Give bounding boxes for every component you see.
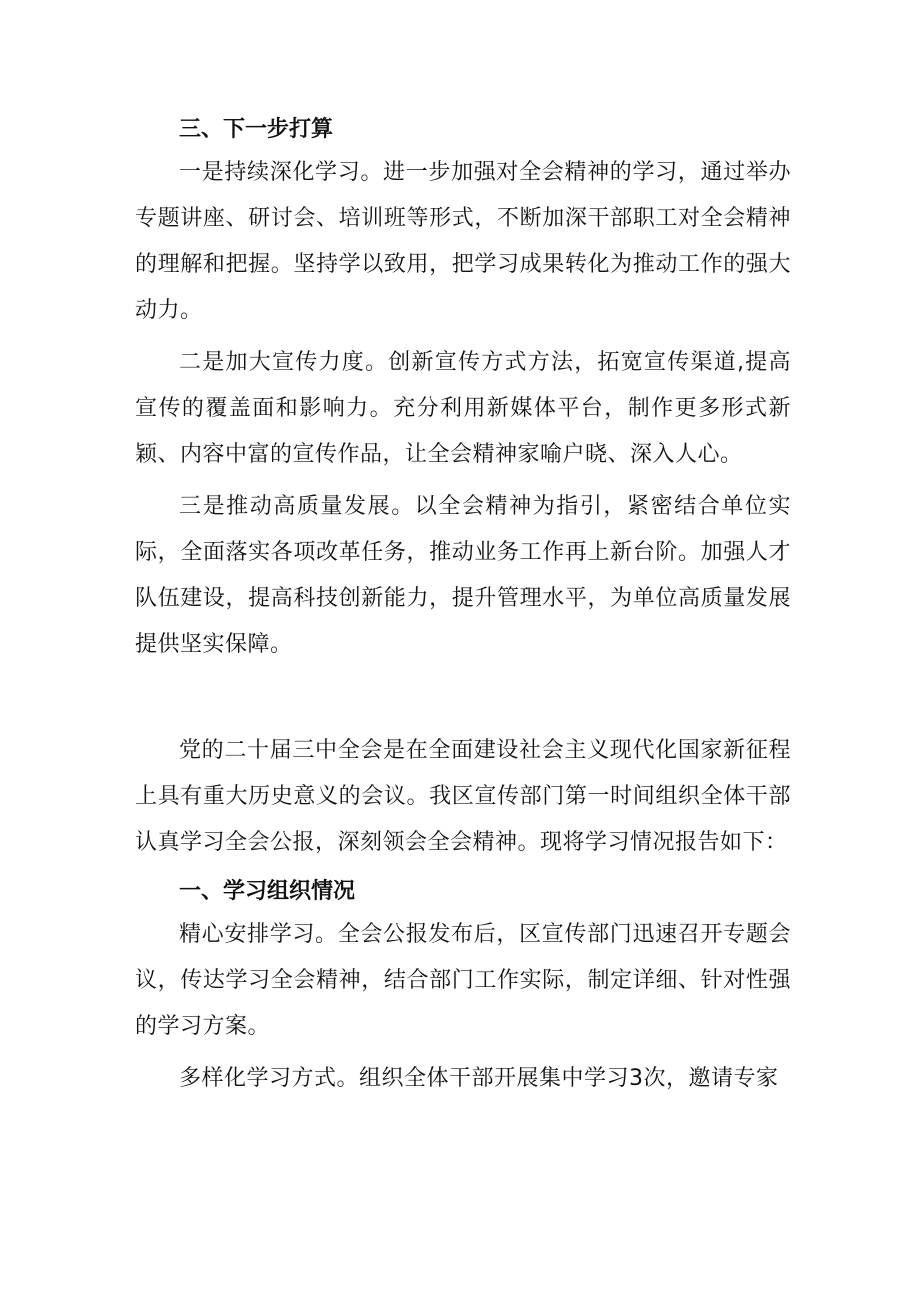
document-body (135, 110, 791, 1102)
paragraph-continue-learning: 一是持续深化学习。进一步加强对全会精神的学习，通过举办专题讲座、研讨会、培训班等形式，不断加深干部职工对全会精神的理解和把握。坚持学以致用，把学习成果转化为推动工作的强大动力。 (135, 160, 791, 323)
paragraph-diverse-methods: 多样化学习方式。组织全体干部开展集中学习3次，邀请专家 (179, 1066, 779, 1091)
section-heading-next-steps: 三、下一步打算 (179, 117, 334, 142)
paragraph-careful-arrangement: 精心安排学习。全会公报发布后，区宣传部门迅速召开专题会议，传达学习全会精神，结合部门工作实际，制定详细、针对性强的学习方案。 (135, 922, 791, 1039)
section-spacer (135, 668, 791, 728)
paragraph-intro: 党的二十届三中全会是在全面建设社会主义现代化国家新征程上具有重大历史意义的会议。我区宣传部门第一时间组织全体干部认真学习全会公报，深刻领会全会精神。现将学习情况报告如下： (135, 738, 791, 855)
paragraph-high-quality-development: 三是推动高质量发展。以全会精神为指引，紧密结合单位实际，全面落实各项改革任务，推动业务工作再上新台阶。加强人才队伍建设，提高科技创新能力，提升管理水平，为单位高质量发展提供坚实保障。 (135, 494, 791, 657)
paragraph-publicity: 二是加大宣传力度。创新宣传方式方法，拓宽宣传渠道,提高宣传的覆盖面和影响力。充分利用新媒体平台，制作更多形式新颖、内容中富的宣传作品，让全会精神家喻户晓、深入人心。 (135, 350, 791, 467)
section-heading-study-organization: 一、学习组织情况 (179, 879, 356, 904)
